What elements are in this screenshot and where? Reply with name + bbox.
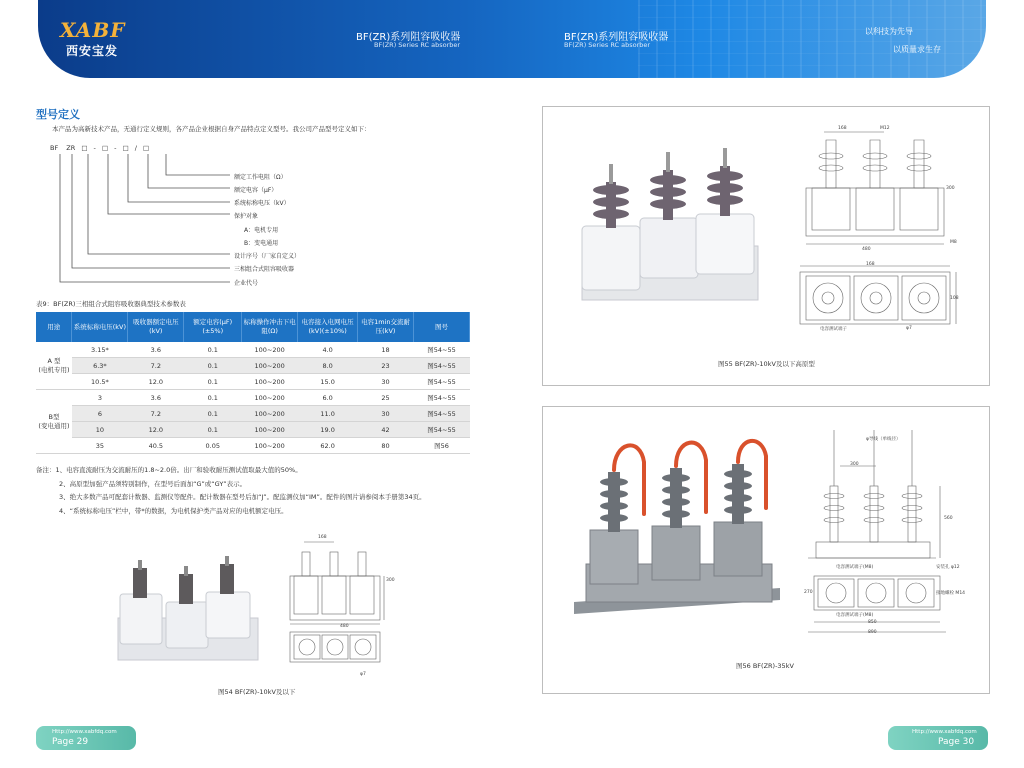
notes — [36, 464, 426, 518]
table-cell: 100~200 — [242, 374, 298, 390]
fig56-drawing — [800, 426, 980, 640]
col-header: 额定电容(μF)(±5%) — [184, 312, 242, 342]
table-cell: 8.0 — [298, 358, 358, 374]
fig55-dim-480: 480 — [862, 247, 871, 252]
table-cell: 3 — [72, 390, 128, 406]
table-group-cell: B型 (变电通用) — [36, 390, 72, 454]
slogan-2: 以质量求生存 — [893, 45, 941, 54]
left-header-title: BF(ZR)系列阻容吸收器 — [356, 32, 461, 43]
fig55-dim-168b: 168 — [866, 262, 875, 267]
table-cell: 100~200 — [242, 438, 298, 454]
table-cell: 12.0 — [128, 422, 184, 438]
note-1: 备注：1、电容直流耐压为交流耐压的1.8~2.0倍。出厂和验收耐压测试值取最大值的50%。 — [36, 466, 302, 474]
right-header-subtitle: BF(ZR) Series RC absorber — [564, 41, 651, 49]
table-cell: 图54~55 — [414, 422, 470, 438]
table-cell: 100~200 — [242, 358, 298, 374]
fig54-dim-168: 168 — [318, 535, 327, 540]
table-cell: 6 — [72, 406, 128, 422]
company-name: 西安宝发 — [66, 44, 119, 58]
left-footer-url[interactable]: Http://www.xabfdq.com — [52, 729, 117, 735]
table-cell: 3.6 — [128, 390, 184, 406]
col-header: 标称操作冲击下电阻(Ω) — [242, 312, 298, 342]
fig55-product-photo — [576, 146, 762, 306]
table-cell: 图54~55 — [414, 342, 470, 358]
fig55-drawing — [794, 120, 964, 338]
substation-photo — [638, 0, 986, 78]
right-page-number: Page 30 — [938, 737, 975, 747]
fig56-dim-gnd: 电容测试端子(M8) — [836, 565, 874, 570]
col-header: 图号 — [414, 312, 470, 342]
fig56-dim-gnd-b: 电容测试端子(M8) — [836, 613, 874, 618]
slogan-1: 以科技为先导 — [865, 27, 913, 36]
tree-label-resistance: 额定工作电阻（Ω） — [234, 174, 287, 181]
intro-text: 本产品为高新技术产品，无通行定义规则，各产品企业根据自身产品特点定义型号。我公司产品型号定义如下： — [52, 125, 371, 133]
right-header-title: BF(ZR)系列阻容吸收器 — [564, 32, 669, 43]
col-header: 系统标称电压(kV) — [72, 312, 128, 342]
table-cell: 0.1 — [184, 358, 242, 374]
fig56-dim-m14: 接地螺栓 M14 — [936, 591, 966, 596]
tree-label-three-phase: 三相组合式阻容吸收器 — [234, 266, 295, 273]
fig54-dim-480: 480 — [340, 624, 349, 629]
fig55-dim-m8: M8 — [950, 240, 957, 245]
fig56-dim-top: φ导线（单线径） — [866, 437, 901, 442]
table-cell: 7.2 — [128, 406, 184, 422]
table-header-row — [36, 312, 470, 342]
note-4: 4、“系统标称电压”栏中，带*的数据，为电机保护类产品对应的电机额定电压。 — [59, 506, 288, 515]
fig54-drawing — [284, 536, 400, 684]
tree-label-type-a: A：电机专用 — [244, 227, 279, 234]
col-header: 电容1min交流耐压(kV) — [358, 312, 414, 342]
table-cell: 19.0 — [298, 422, 358, 438]
table-cell: 23 — [358, 358, 414, 374]
note-2: 2、高原型加强产品须特别制作，在型号后面加“G”或“GY”表示。 — [59, 479, 247, 488]
fig56-product-photo — [570, 432, 784, 632]
table-cell: 3.15* — [72, 342, 128, 358]
tree-label-design: 设计序号（厂家自定义） — [234, 253, 301, 260]
table-cell: 7.2 — [128, 358, 184, 374]
fig54-caption: 图54 BF(ZR)-10kV及以下 — [218, 688, 296, 696]
table-cell: 3.6 — [128, 342, 184, 358]
table-cell: 图56 — [414, 438, 470, 454]
table-cell: 0.1 — [184, 422, 242, 438]
table-cell: 11.0 — [298, 406, 358, 422]
fig56-dim-560: 560 — [944, 516, 953, 521]
table-cell: 4.0 — [298, 342, 358, 358]
table-cell: 80 — [358, 438, 414, 454]
right-footer-url[interactable]: Http://www.xabfdq.com — [912, 729, 977, 735]
table-cell: 100~200 — [242, 406, 298, 422]
tree-label-type-b: B：变电通用 — [244, 240, 279, 247]
tree-label-protection: 保护对象 — [234, 213, 259, 220]
table-cell: 42 — [358, 422, 414, 438]
section-title: 型号定义 — [36, 108, 80, 121]
fig55-dim-label: 电容测试端子 — [820, 327, 847, 332]
fig54-dim-300: 300 — [386, 578, 395, 583]
table-row — [36, 390, 470, 406]
tree-label-voltage: 系统标称电压（kV） — [234, 200, 290, 207]
table-row — [36, 422, 470, 438]
left-header-subtitle: BF(ZR) Series RC absorber — [374, 41, 461, 49]
company-logo: XABF — [60, 18, 126, 42]
fig55-dim-m12: M12 — [880, 126, 890, 131]
table-cell: 100~200 — [242, 342, 298, 358]
model-code-tree — [50, 150, 240, 290]
code-zr: ZR — [66, 144, 76, 152]
table-cell: 30 — [358, 374, 414, 390]
code-blanks: □ - □ - □ / □ — [81, 144, 152, 152]
table-cell: 30 — [358, 406, 414, 422]
table-cell: 18 — [358, 342, 414, 358]
table-cell: 6.3* — [72, 358, 128, 374]
table-body — [36, 342, 470, 454]
table-row — [36, 438, 470, 454]
table-row — [36, 358, 470, 374]
fig56-dim-850: 850 — [868, 620, 877, 625]
table-row — [36, 374, 470, 390]
fig56-dim-270: 270 — [804, 590, 813, 595]
fig55-caption: 图55 BF(ZR)-10kV及以下高原型 — [718, 360, 815, 368]
table-cell: 0.1 — [184, 390, 242, 406]
tree-label-capacitance: 额定电容（μF） — [234, 187, 278, 194]
table-cell: 12.0 — [128, 374, 184, 390]
table-cell: 图54~55 — [414, 374, 470, 390]
table-caption: 表9：BF(ZR)三相组合式阻容吸收器典型技术参数表 — [36, 300, 186, 308]
fig55-dim-168: 168 — [838, 126, 847, 131]
fig55-dim-7: φ7 — [906, 326, 912, 331]
table-cell: 10 — [72, 422, 128, 438]
table-row — [36, 406, 470, 422]
fig56-dim-300: 300 — [850, 462, 859, 467]
table-cell: 0.05 — [184, 438, 242, 454]
code-bf: BF — [50, 144, 59, 152]
fig55-dim-300: 300 — [946, 186, 955, 191]
table-cell: 40.5 — [128, 438, 184, 454]
tree-label-company: 企业代号 — [234, 280, 259, 287]
table-cell: 图54~55 — [414, 406, 470, 422]
table-cell: 100~200 — [242, 422, 298, 438]
fig55-dim-108: 108 — [950, 296, 959, 301]
note-3: 3、绝大多数产品可配套计数器、监测仪等配件。配计数器在型号后加“J”。配监测仪加“IM”。配件的图片请参阅本手册第34页。 — [59, 493, 426, 502]
page-header — [38, 0, 986, 78]
table-group-cell: A 型 (电机专用) — [36, 342, 72, 390]
col-header: 吸收器额定电压(kV) — [128, 312, 184, 342]
col-header: 电容接入电网电压(kV)(±10%) — [298, 312, 358, 342]
table-cell: 6.0 — [298, 390, 358, 406]
table-cell: 图54~55 — [414, 390, 470, 406]
table-cell: 25 — [358, 390, 414, 406]
col-header: 用途 — [36, 312, 72, 342]
fig54-dim-7: φ7 — [360, 672, 366, 677]
fig56-caption: 图56 BF(ZR)-35kV — [736, 662, 794, 670]
table-cell: 0.1 — [184, 374, 242, 390]
table-cell: 35 — [72, 438, 128, 454]
table-cell: 10.5* — [72, 374, 128, 390]
left-page-number: Page 29 — [52, 737, 89, 747]
table-cell: 图54~55 — [414, 358, 470, 374]
table-row — [36, 342, 470, 358]
fig56-dim-890: 890 — [868, 630, 877, 635]
spec-table — [36, 312, 470, 454]
fig54-product-photo — [114, 556, 264, 666]
table-cell: 62.0 — [298, 438, 358, 454]
table-cell: 0.1 — [184, 406, 242, 422]
table-cell: 100~200 — [242, 390, 298, 406]
table-cell: 0.1 — [184, 342, 242, 358]
fig56-dim-p12: 安装孔 φ12 — [936, 565, 960, 570]
table-cell: 15.0 — [298, 374, 358, 390]
